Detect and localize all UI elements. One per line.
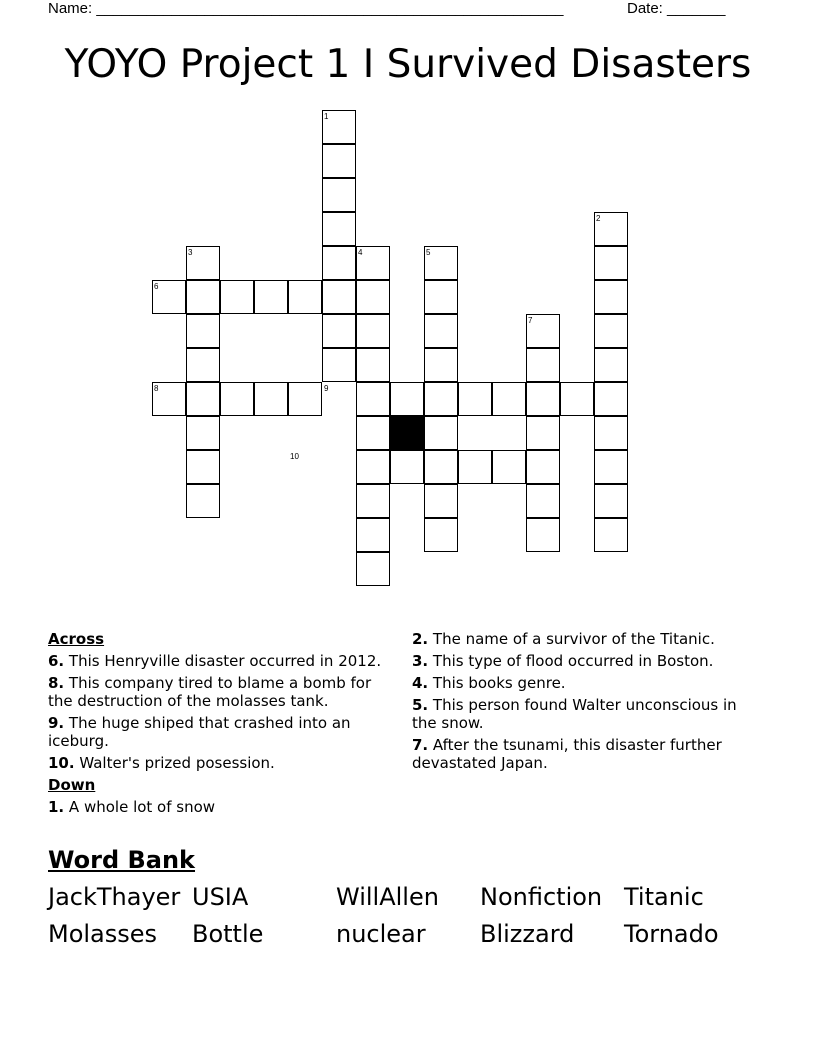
grid-cell[interactable] <box>526 518 560 552</box>
grid-cell[interactable] <box>254 382 288 416</box>
grid-block <box>390 416 424 450</box>
cell-number: 2 <box>596 214 601 223</box>
cell-number: 8 <box>154 384 159 393</box>
clue-down-5 <box>412 696 762 732</box>
grid-cell[interactable] <box>424 348 458 382</box>
clue-number: 2. <box>412 630 429 648</box>
cell-number: 3 <box>188 248 193 257</box>
grid-cell[interactable] <box>594 382 628 416</box>
clue-text: This books genre. <box>432 674 566 692</box>
grid-cell[interactable] <box>424 450 458 484</box>
grid-cell[interactable] <box>424 382 458 416</box>
clue-number: 1. <box>48 798 65 816</box>
cell-number: 10 <box>290 452 299 461</box>
word-bank-item: Blizzard <box>480 920 575 948</box>
word-bank-item: Nonfiction <box>480 883 603 911</box>
clue-number: 4. <box>412 674 429 692</box>
clue-across-6 <box>48 652 398 670</box>
grid-cell[interactable] <box>220 280 254 314</box>
grid-cell[interactable] <box>492 450 526 484</box>
cell-number: 1 <box>324 112 329 121</box>
grid-cell[interactable] <box>186 450 220 484</box>
grid-cell[interactable] <box>526 348 560 382</box>
grid-cell[interactable] <box>594 450 628 484</box>
grid-cell[interactable] <box>220 382 254 416</box>
clue-number: 10. <box>48 754 75 772</box>
clue-across-10 <box>48 754 398 772</box>
clue-text: The name of a survivor of the Titanic. <box>432 630 715 648</box>
grid-cell[interactable] <box>424 314 458 348</box>
cell-number: 7 <box>528 316 533 325</box>
cell-number: 4 <box>358 248 363 257</box>
grid-cell[interactable] <box>288 382 322 416</box>
cell-number: 6 <box>154 282 159 291</box>
word-bank-item: nuclear <box>336 920 426 948</box>
clue-text: This type of flood occurred in Boston. <box>432 652 714 670</box>
grid-cell[interactable] <box>186 484 220 518</box>
grid-cell[interactable] <box>322 280 356 314</box>
cell-number: 9 <box>324 384 329 393</box>
grid-cell[interactable] <box>560 382 594 416</box>
grid-cell[interactable] <box>186 314 220 348</box>
clue-number: 5. <box>412 696 429 714</box>
grid-cell[interactable] <box>492 382 526 416</box>
grid-cell[interactable] <box>186 416 220 450</box>
across-heading: Across <box>48 630 105 648</box>
grid-cell[interactable] <box>322 178 356 212</box>
grid-cell[interactable] <box>254 280 288 314</box>
grid-cell[interactable] <box>186 348 220 382</box>
grid-cell[interactable] <box>356 314 390 348</box>
clue-down-2 <box>412 630 762 648</box>
grid-cell[interactable] <box>424 280 458 314</box>
cell-number: 5 <box>426 248 431 257</box>
grid-cell[interactable] <box>526 416 560 450</box>
grid-cell[interactable] <box>186 382 220 416</box>
grid-cell[interactable] <box>356 280 390 314</box>
grid-cell[interactable] <box>594 280 628 314</box>
clue-text: After the tsunami, this disaster further devastated Japan. <box>412 736 722 772</box>
clue-number: 9. <box>48 714 65 732</box>
grid-cell[interactable] <box>322 348 356 382</box>
clue-number: 7. <box>412 736 429 754</box>
date-field[interactable]: Date: _______ <box>627 0 726 17</box>
grid-cell[interactable] <box>526 450 560 484</box>
page-title: YOYO Project 1 I Survived Disasters <box>64 42 752 87</box>
grid-cell[interactable] <box>356 450 390 484</box>
clues-left-column <box>48 630 398 820</box>
word-bank-item: Titanic <box>624 883 704 911</box>
grid-cell[interactable] <box>186 280 220 314</box>
grid-cell[interactable] <box>594 246 628 280</box>
clue-text: A whole lot of snow <box>68 798 216 816</box>
clue-number: 3. <box>412 652 429 670</box>
grid-cell[interactable] <box>594 518 628 552</box>
word-bank-title: Word Bank <box>48 846 196 874</box>
grid-cell[interactable] <box>424 416 458 450</box>
grid-cell[interactable] <box>458 450 492 484</box>
grid-cell[interactable] <box>288 280 322 314</box>
word-bank-item: Molasses <box>48 920 158 948</box>
word-bank-item: JackThayer <box>48 883 181 911</box>
clue-across-8 <box>48 674 398 710</box>
clue-down-3 <box>412 652 762 670</box>
grid-cell[interactable] <box>356 416 390 450</box>
grid-cell[interactable] <box>322 246 356 280</box>
down-heading: Down <box>48 776 96 794</box>
clue-down-7 <box>412 736 762 772</box>
grid-cell[interactable] <box>322 212 356 246</box>
clue-text: This person found Walter unconscious in the snow. <box>412 696 737 732</box>
grid-cell[interactable] <box>356 552 390 586</box>
clue-down-1 <box>48 798 398 816</box>
grid-cell[interactable] <box>390 382 424 416</box>
grid-cell[interactable] <box>594 484 628 518</box>
clues-right-column <box>412 630 762 776</box>
grid-cell[interactable] <box>424 484 458 518</box>
grid-cell[interactable] <box>356 348 390 382</box>
grid-cell[interactable] <box>594 314 628 348</box>
grid-cell[interactable] <box>390 450 424 484</box>
name-field[interactable]: Name: ________________________________________________________ <box>48 0 564 17</box>
grid-cell[interactable] <box>424 518 458 552</box>
grid-cell[interactable] <box>594 348 628 382</box>
clue-across-9 <box>48 714 398 750</box>
grid-cell[interactable] <box>322 314 356 348</box>
grid-cell[interactable] <box>526 484 560 518</box>
grid-cell[interactable] <box>322 144 356 178</box>
clue-text: The huge shiped that crashed into an iceburg. <box>48 714 351 750</box>
clue-down-4 <box>412 674 762 692</box>
word-bank-item: USIA <box>192 883 249 911</box>
clue-number: 8. <box>48 674 65 692</box>
clue-text: Walter's prized posession. <box>79 754 275 772</box>
clue-text: This company tired to blame a bomb for the destruction of the molasses tank. <box>48 674 372 710</box>
grid-cell[interactable] <box>356 382 390 416</box>
word-bank-item: Bottle <box>192 920 264 948</box>
grid-cell[interactable] <box>594 416 628 450</box>
word-bank-item: Tornado <box>624 920 719 948</box>
word-bank-item: WillAllen <box>336 883 439 911</box>
grid-cell[interactable] <box>356 484 390 518</box>
grid-cell[interactable] <box>526 382 560 416</box>
grid-cell[interactable] <box>458 382 492 416</box>
clue-text: This Henryville disaster occurred in 2012. <box>68 652 382 670</box>
grid-cell[interactable] <box>356 518 390 552</box>
clue-number: 6. <box>48 652 65 670</box>
